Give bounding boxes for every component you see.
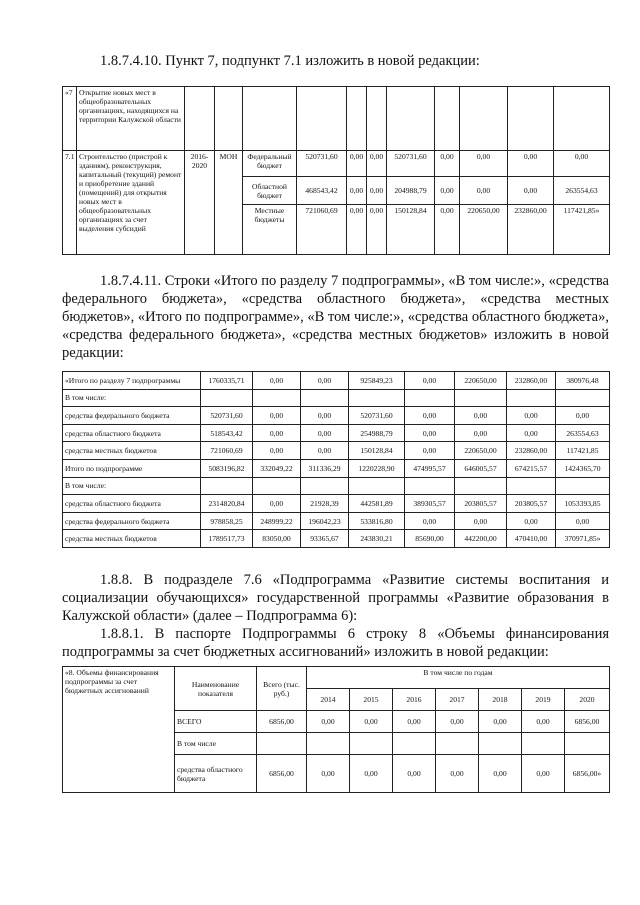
year-header: 2018: [479, 689, 522, 711]
row-value: 0,00: [405, 372, 455, 390]
row71-val: 0,00: [435, 205, 460, 255]
row71-val: 0,00: [367, 151, 387, 177]
row-label: В том числе:: [63, 389, 201, 407]
row-value: 0,00: [301, 372, 349, 390]
table-row: [63, 442, 610, 460]
row-value: 0,00: [405, 424, 455, 442]
row-value: [253, 477, 301, 495]
row-value: 263554,63: [556, 424, 610, 442]
row-value: 232860,00: [507, 372, 556, 390]
row-value: [455, 389, 507, 407]
row71-val: 0,00: [347, 177, 367, 205]
row-value: [565, 733, 610, 755]
row-value: 0,00: [479, 755, 522, 793]
row-value: 0,00: [307, 755, 350, 793]
header-total: Всего (тыс. руб.): [257, 667, 307, 711]
row-value: 117421,85: [556, 442, 610, 460]
row-value: 520731,60: [349, 407, 405, 425]
row-value: 518543,42: [201, 424, 253, 442]
row-value: 1760335,71: [201, 372, 253, 390]
row-value: 470410,00: [507, 530, 556, 548]
row71-val: 520731,60: [387, 151, 435, 177]
row-value: 0,00: [556, 512, 610, 530]
row-value: [253, 389, 301, 407]
row-value: 203805,57: [455, 495, 507, 513]
row-value: 0,00: [522, 755, 565, 793]
row-value: 254988,79: [349, 424, 405, 442]
row-value: 220650,00: [455, 442, 507, 460]
row-value: 21928,39: [301, 495, 349, 513]
row-value: 380976,48: [556, 372, 610, 390]
row71-val: 468543,42: [297, 177, 347, 205]
table-row: [63, 389, 610, 407]
row-value: 0,00: [436, 711, 479, 733]
year-header: 2014: [307, 689, 350, 711]
row-value: 332049,22: [253, 459, 301, 477]
row-value: 0,00: [307, 711, 350, 733]
row-value: 0,00: [507, 407, 556, 425]
row-value: 0,00: [436, 755, 479, 793]
year-header: 2020: [565, 689, 610, 711]
row7-num: «7: [63, 87, 77, 151]
row71-src-2: Местные бюджеты: [243, 205, 297, 255]
row71-val: 0,00: [367, 205, 387, 255]
header-name: Наименование показателя: [175, 667, 257, 711]
row71-val: 0,00: [460, 151, 508, 177]
row-label: средства областного бюджета: [63, 495, 201, 513]
row-value: [301, 477, 349, 495]
row71-val: 220650,00: [460, 205, 508, 255]
year-header: 2015: [350, 689, 393, 711]
row-value: [349, 477, 405, 495]
row-value: 5083196,82: [201, 459, 253, 477]
row-value: 533816,80: [349, 512, 405, 530]
financing-row-label: «8. Объемы финансирования подпрограммы за счет бюджетных ассигнований: [63, 667, 175, 793]
row-value: [556, 477, 610, 495]
section-paragraph-4: 1.8.8.1. В паспорте Подпрограммы 6 строку 8 «Объемы финансирования подпрограммы за счет бюджетных ассигнований» изложить в новой редакции:: [62, 626, 609, 660]
row-value: [349, 389, 405, 407]
row-value: [405, 389, 455, 407]
row71-val: 263554,63: [554, 177, 610, 205]
row-value: 0,00: [350, 711, 393, 733]
table-row: [63, 477, 610, 495]
row71-src-0: Федеральный бюджет: [243, 151, 297, 177]
row-value: 0,00: [301, 442, 349, 460]
row-value: 0,00: [522, 711, 565, 733]
row71-executor: МОН: [215, 151, 243, 255]
row-value: [507, 477, 556, 495]
row71-num: 7.1: [63, 151, 77, 255]
row-value: 646005,57: [455, 459, 507, 477]
row71-val: 721060,69: [297, 205, 347, 255]
row-label: В том числе:: [63, 477, 201, 495]
row-value: 442581,89: [349, 495, 405, 513]
year-header: 2017: [436, 689, 479, 711]
row-label: средства местных бюджетов: [63, 442, 201, 460]
section-heading-1: 1.8.7.4.10. Пункт 7, подпункт 7.1 изложить в новой редакции:: [100, 53, 480, 69]
row-value: 0,00: [479, 711, 522, 733]
table-row: [63, 495, 610, 513]
row-value: 0,00: [507, 512, 556, 530]
row-label: средства областного бюджета: [63, 424, 201, 442]
year-header: 2019: [522, 689, 565, 711]
row-value: 0,00: [253, 372, 301, 390]
row71-years: 2016-2020: [185, 151, 215, 255]
row71-val: 0,00: [347, 151, 367, 177]
row-label: Итого по подпрограмме: [63, 459, 201, 477]
row-value: 1053393,85: [556, 495, 610, 513]
row-value: 1789517,73: [201, 530, 253, 548]
table-row: [63, 530, 610, 548]
row-value: [393, 733, 436, 755]
row-value: 1424365,70: [556, 459, 610, 477]
row-value: 0,00: [350, 755, 393, 793]
table-row: [63, 424, 610, 442]
row71-val: 150128,84: [387, 205, 435, 255]
row-label: «Итого по разделу 7 подпрограммы: [63, 372, 201, 390]
row-value: 1220228,90: [349, 459, 405, 477]
row-value: 674215,57: [507, 459, 556, 477]
row-value: 474995,57: [405, 459, 455, 477]
row-value: 0,00: [253, 495, 301, 513]
row-label: В том числе: [175, 733, 257, 755]
row-value: [479, 733, 522, 755]
row-value: 0,00: [253, 407, 301, 425]
row71-val: 0,00: [508, 177, 554, 205]
row-value: 203805,57: [507, 495, 556, 513]
row-value: [350, 733, 393, 755]
row-value: 85690,00: [405, 530, 455, 548]
row-value: 0,00: [301, 424, 349, 442]
table-financing: [62, 666, 610, 793]
table-item-7: [62, 86, 610, 255]
row71-val: 117421,85»: [554, 205, 610, 255]
row71-src-1: Областной бюджет: [243, 177, 297, 205]
row7-text: Открытие новых мест в общеобразовательных организациях, находящихся на территории Калужской области: [77, 87, 185, 151]
row-value: 0,00: [253, 424, 301, 442]
row-value: 220650,00: [455, 372, 507, 390]
row-value: [556, 389, 610, 407]
row-label: средства областного бюджета: [175, 755, 257, 793]
table-totals: [62, 371, 610, 548]
row71-val: 0,00: [367, 177, 387, 205]
row-total: 6856,00: [257, 711, 307, 733]
row71-val: 520731,60: [297, 151, 347, 177]
row-value: 2314820,84: [201, 495, 253, 513]
row-value: 0,00: [455, 512, 507, 530]
row71-val: 0,00: [460, 177, 508, 205]
row-value: [201, 477, 253, 495]
row-value: 83050,00: [253, 530, 301, 548]
table-row: [63, 512, 610, 530]
row-value: [301, 389, 349, 407]
row71-val: 0,00: [554, 151, 610, 177]
row-value: 93365,67: [301, 530, 349, 548]
row71-val: 0,00: [508, 151, 554, 177]
row-value: 6856,00»: [565, 755, 610, 793]
row-total: 6856,00: [257, 755, 307, 793]
row-value: 196042,23: [301, 512, 349, 530]
row-value: [201, 389, 253, 407]
row71-text: Строительство (пристрой к зданиям), реконструкция, капитальный (текущий) ремонт и приобретение зданий (помещений) для открытия новых мест в общеобразовательных организациях за счет выделения субсидий: [77, 151, 185, 255]
row-value: 0,00: [301, 407, 349, 425]
row71-val: 232860,00: [508, 205, 554, 255]
row-label: средства федерального бюджета: [63, 407, 201, 425]
row-value: 925849,23: [349, 372, 405, 390]
row-value: 0,00: [507, 424, 556, 442]
table-row: [63, 459, 610, 477]
row-value: 0,00: [556, 407, 610, 425]
row-value: [405, 477, 455, 495]
row-value: 978858,25: [201, 512, 253, 530]
table-row: [63, 372, 610, 390]
row-value: [455, 477, 507, 495]
section-paragraph-3: 1.8.8. В подразделе 7.6 «Подпрограмма «Развитие системы воспитания и социализации обучающихся» государственной программы «Развитие образования в Калужской области» (далее – Подпрограмма 6):: [62, 572, 609, 624]
row-label: ВСЕГО: [175, 711, 257, 733]
row-value: 389305,57: [405, 495, 455, 513]
row71-val: 204988,79: [387, 177, 435, 205]
row-value: 0,00: [253, 442, 301, 460]
row-value: 6856,00: [565, 711, 610, 733]
row-value: 248999,22: [253, 512, 301, 530]
row-value: 721060,69: [201, 442, 253, 460]
table-row: [63, 407, 610, 425]
row-value: 232860,00: [507, 442, 556, 460]
row-value: 243830,21: [349, 530, 405, 548]
row-value: 0,00: [393, 755, 436, 793]
row-total: [257, 733, 307, 755]
row-label: средства федерального бюджета: [63, 512, 201, 530]
row-value: 0,00: [405, 442, 455, 460]
row-value: 311336,29: [301, 459, 349, 477]
row-value: 520731,60: [201, 407, 253, 425]
section-paragraph-2: 1.8.7.4.11. Строки «Итого по разделу 7 подпрограммы», «В том числе:», «средства федерального бюджета», «средства областного бюджета», «средства местных бюджетов», «Итого по подпрограмме», «В том числе:», «средства областного бюджета», «средства федерального бюджета», «средства местных бюджетов» изложить в новой редакции:: [62, 273, 609, 361]
row-value: 0,00: [405, 407, 455, 425]
row71-val: 0,00: [435, 151, 460, 177]
row-value: 0,00: [455, 424, 507, 442]
row-value: [522, 733, 565, 755]
row-value: 0,00: [405, 512, 455, 530]
row-value: 442200,00: [455, 530, 507, 548]
row-label: средства местных бюджетов: [63, 530, 201, 548]
row-value: [436, 733, 479, 755]
row-value: 0,00: [393, 711, 436, 733]
row71-val: 0,00: [435, 177, 460, 205]
row-value: 150128,84: [349, 442, 405, 460]
header-years: В том числе по годам: [307, 667, 610, 689]
year-header: 2016: [393, 689, 436, 711]
row71-val: 0,00: [347, 205, 367, 255]
row-value: [507, 389, 556, 407]
row-value: [307, 733, 350, 755]
row-value: 0,00: [455, 407, 507, 425]
row-value: 370971,85»: [556, 530, 610, 548]
